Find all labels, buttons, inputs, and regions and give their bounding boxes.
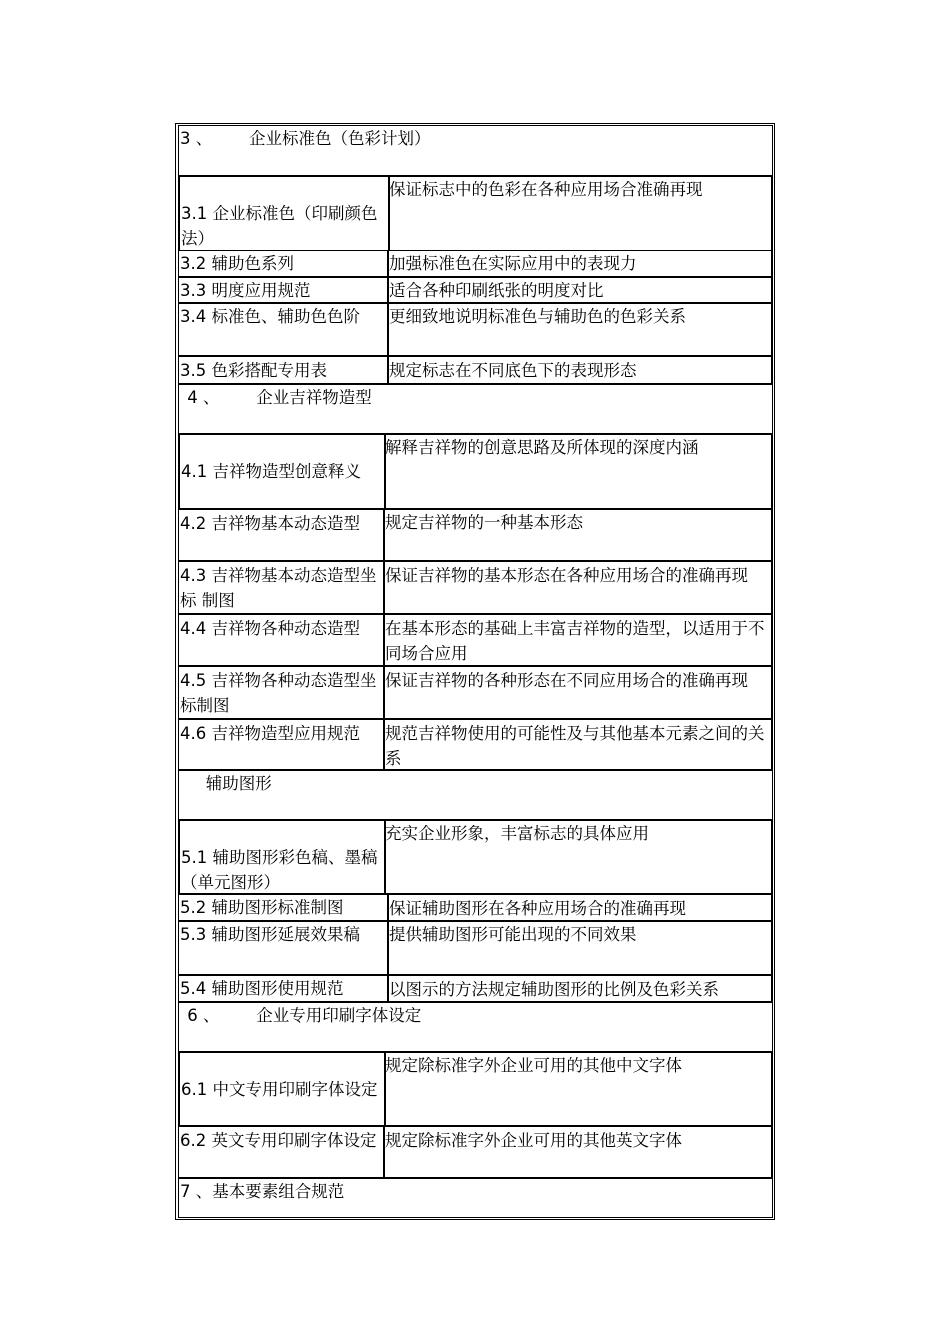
table-row: [178, 894, 773, 921]
desc-cell: [384, 435, 771, 508]
desc-cell: [388, 278, 771, 302]
item-cell: [179, 278, 389, 302]
item-desc: 保证吉祥物的基本形态在各种应用场合的准确再现: [385, 566, 748, 585]
table-row: [178, 303, 773, 356]
section-header: [178, 384, 773, 434]
item-desc: 适合各种印刷纸张的明度对比: [389, 281, 604, 300]
item-desc: 以图示的方法规定辅助图形的比例及色彩关系: [389, 980, 719, 999]
section-header: [178, 1002, 773, 1052]
item-name: 4.3 吉祥物基本动态造型坐标 制图: [180, 566, 377, 610]
item-cell: [179, 922, 389, 974]
item-cell: [179, 304, 389, 355]
item-cell: [180, 177, 390, 250]
section-header: [178, 770, 773, 820]
item-name: 4.4 吉祥物各种动态造型: [180, 619, 360, 638]
item-cell: [179, 895, 389, 920]
item-cell: [179, 357, 389, 383]
section-title: 6 、 企业专用印刷字体设定: [182, 1006, 422, 1025]
desc-cell: [384, 562, 771, 613]
item-name: 5.4 辅助图形使用规范: [180, 979, 344, 998]
item-cell: [179, 1127, 385, 1177]
item-cell: [179, 562, 385, 613]
desc-cell: [384, 510, 771, 560]
item-name: 4.5 吉祥物各种动态造型坐标制图: [180, 671, 377, 715]
table-row: [178, 561, 773, 614]
item-name: 6.2 英文专用印刷字体设定: [180, 1131, 377, 1150]
table-row: [178, 719, 773, 770]
table-row: [178, 175, 773, 251]
item-cell: [180, 435, 386, 508]
section-title: 3 、 企业标准色（色彩计划）: [180, 129, 431, 148]
item-desc: 规定除标准字外企业可用的其他英文字体: [385, 1131, 682, 1150]
item-desc: 解释吉祥物的创意思路及所体现的深度内涵: [385, 438, 699, 457]
desc-cell: [388, 357, 771, 383]
table-row: [178, 1126, 773, 1178]
table-row: [178, 356, 773, 384]
desc-cell: [388, 922, 771, 974]
item-name: 5.3 辅助图形延展效果稿: [180, 925, 360, 944]
item-name: 4.6 吉祥物造型应用规范: [180, 724, 360, 743]
desc-cell: [388, 304, 771, 355]
table-row: [178, 666, 773, 719]
table-row: [178, 614, 773, 666]
item-name: 4.1 吉祥物造型创意释义: [181, 462, 361, 481]
table-row: [178, 975, 773, 1002]
item-name: 3.4 标准色、辅助色色阶: [180, 307, 360, 326]
desc-cell: [388, 251, 771, 276]
item-desc: 保证吉祥物的各种形态在不同应用场合的准确再现: [385, 671, 748, 690]
desc-cell: [384, 1053, 771, 1125]
section-title: 7 、基本要素组合规范: [180, 1182, 345, 1201]
item-name: 5.2 辅助图形标准制图: [180, 898, 344, 917]
item-name: 3.5 色彩搭配专用表: [180, 361, 327, 380]
desc-cell: [384, 1127, 771, 1177]
item-desc: 规定除标准字外企业可用的其他中文字体: [385, 1056, 682, 1075]
item-name: 3.1 企业标准色（印刷颜色法）: [181, 204, 378, 248]
item-desc: 保证标志中的色彩在各种应用场合准确再现: [389, 180, 703, 199]
item-cell: [179, 615, 385, 665]
item-cell: [179, 720, 385, 769]
item-desc: 规范吉祥物使用的可能性及与其他基本元素之间的关系: [385, 724, 765, 768]
desc-cell: [384, 615, 771, 665]
item-name: 6.1 中文专用印刷字体设定: [181, 1080, 378, 1099]
item-cell: [179, 667, 385, 718]
item-desc: 提供辅助图形可能出现的不同效果: [389, 925, 637, 944]
table-row: [178, 433, 773, 509]
item-name: 3.3 明度应用规范: [180, 281, 311, 300]
section-title: 辅助图形: [190, 774, 272, 793]
desc-cell: [388, 177, 771, 250]
item-desc: 保证辅助图形在各种应用场合的准确再现: [389, 899, 686, 918]
item-desc: 加强标准色在实际应用中的表现力: [389, 254, 637, 273]
item-desc: 充实企业形象，丰富标志的具体应用: [385, 824, 649, 843]
desc-cell: [384, 667, 771, 718]
item-desc: 规定标志在不同底色下的表现形态: [389, 361, 637, 380]
table-row: [178, 277, 773, 303]
desc-cell: [384, 720, 771, 769]
item-desc: 更细致地说明标准色与辅助色的色彩关系: [389, 307, 686, 326]
item-cell: [179, 251, 389, 276]
vi-spec-table: [175, 123, 775, 1220]
desc-cell: [384, 821, 771, 893]
item-name: 4.2 吉祥物基本动态造型: [180, 514, 360, 533]
item-desc: 在基本形态的基础上丰富吉祥物的造型，以适用于不同场合应用: [385, 619, 765, 663]
item-cell: [179, 976, 389, 1001]
desc-cell: [388, 895, 771, 920]
table-row: [178, 250, 773, 277]
table-row: [178, 509, 773, 561]
section-title: 4 、 企业吉祥物造型: [182, 388, 372, 407]
desc-cell: [388, 976, 771, 1001]
section-header: [178, 125, 773, 176]
item-name: 5.1 辅助图形彩色稿、墨稿（单元图形）: [181, 848, 378, 892]
table-row: [178, 921, 773, 975]
item-cell: [180, 1053, 386, 1125]
table-row: [178, 819, 773, 894]
item-name: 3.2 辅助色系列: [180, 254, 294, 273]
item-cell: [180, 821, 386, 893]
item-desc: 规定吉祥物的一种基本形态: [385, 513, 583, 532]
item-cell: [179, 510, 385, 560]
section-header: [178, 1178, 773, 1218]
table-row: [178, 1051, 773, 1126]
